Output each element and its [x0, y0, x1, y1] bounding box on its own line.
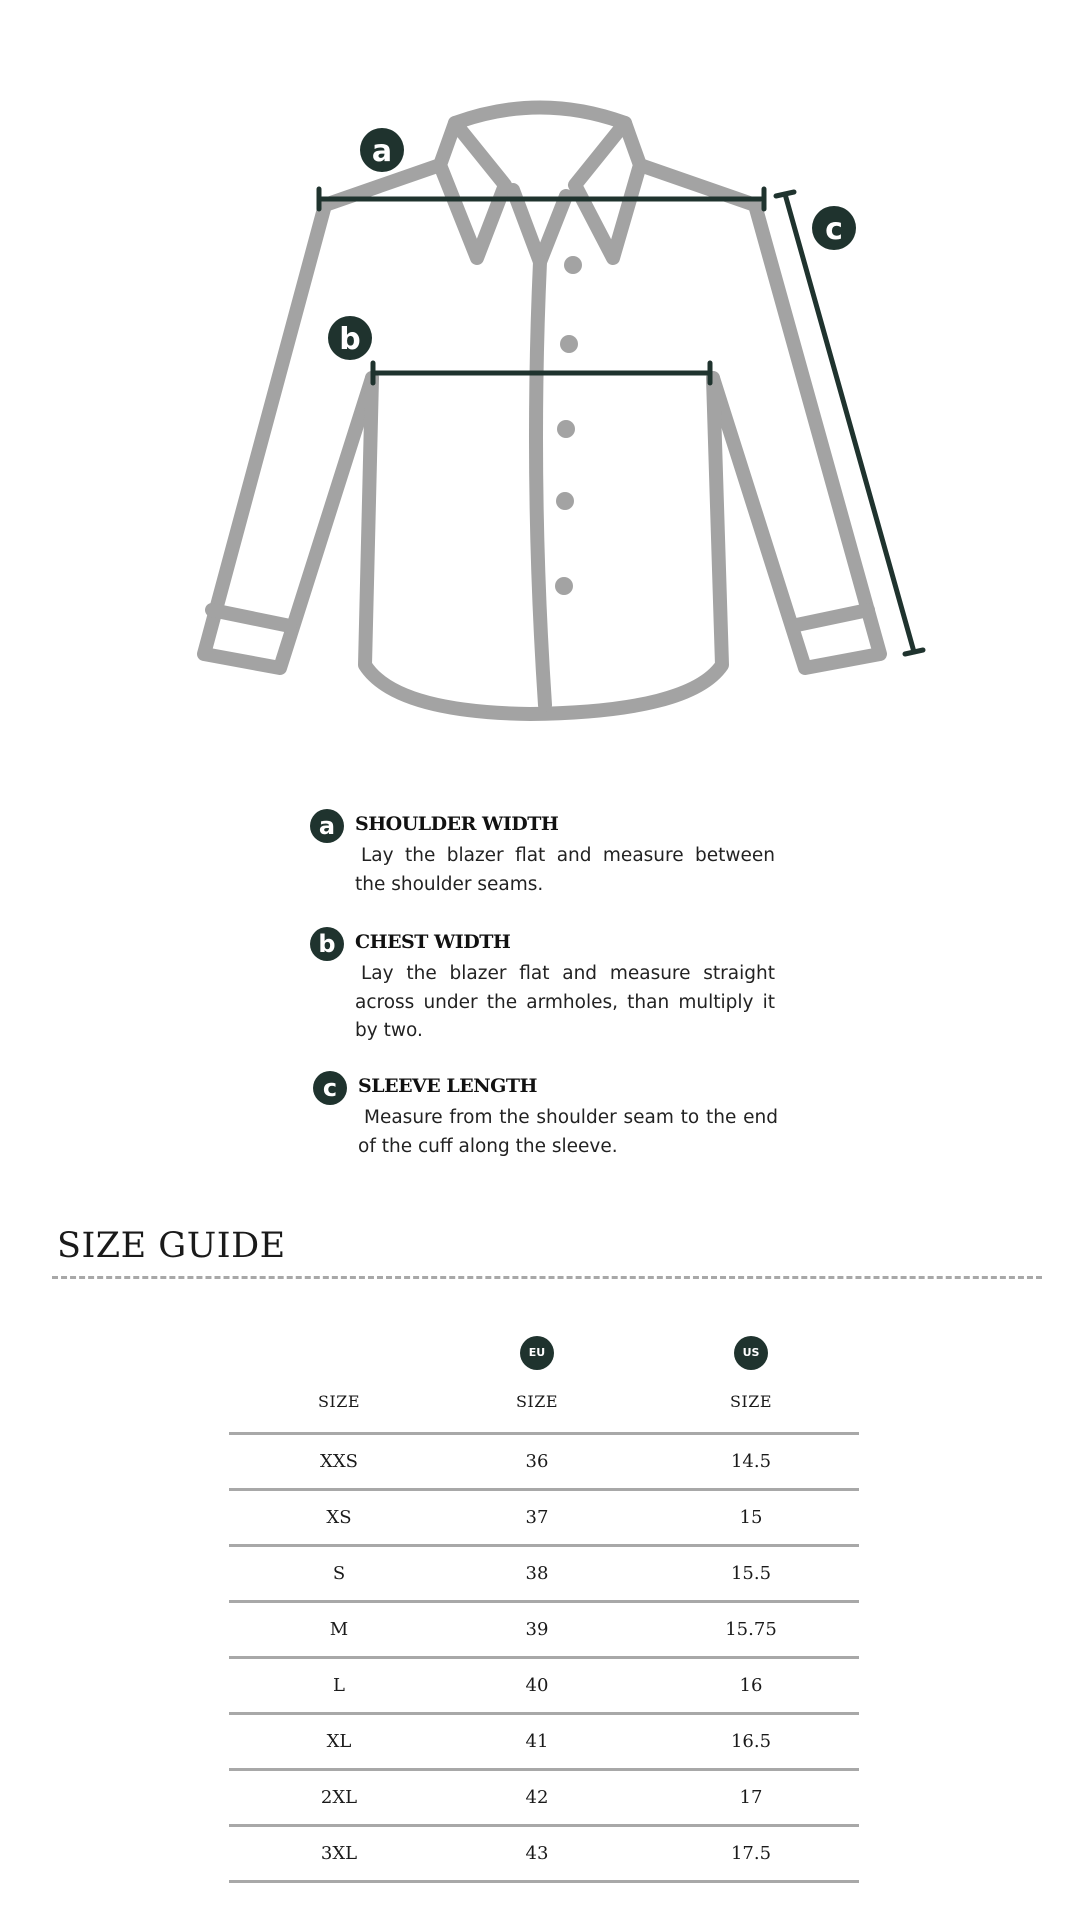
eu-cell: 39	[525, 1619, 549, 1640]
table-row	[229, 1603, 859, 1659]
size-cell: XS	[326, 1507, 352, 1528]
eu-cell: 43	[525, 1843, 549, 1864]
size-cell: M	[329, 1619, 349, 1640]
dashed-divider	[52, 1276, 1042, 1279]
eu-badge: EU	[520, 1336, 554, 1370]
shirt-button	[556, 492, 574, 510]
us-cell: 15	[739, 1507, 763, 1528]
us-cell: 17	[739, 1787, 763, 1808]
shirt-button	[564, 256, 582, 274]
svg-text:c: c	[825, 212, 843, 247]
shirt-button	[560, 335, 578, 353]
eu-cell: 42	[525, 1787, 549, 1808]
size-cell: L	[333, 1675, 345, 1696]
size-cell: 3XL	[320, 1843, 358, 1864]
us-cell: 15.5	[730, 1563, 772, 1584]
measure-lines	[319, 189, 923, 654]
table-row	[229, 1435, 859, 1491]
legend-heading: SLEEVE LENGTH	[358, 1075, 537, 1097]
us-badge: US	[734, 1336, 768, 1370]
shirt-button	[555, 577, 573, 595]
eu-cell: 40	[525, 1675, 549, 1696]
figure-badge-a	[360, 128, 404, 172]
table-row	[229, 1547, 859, 1603]
legend-badge-a: a	[310, 809, 344, 843]
header-size: SIZE	[317, 1392, 361, 1411]
legend-description: Measure from the shoulder seam to the end of the cuff along the sleeve.	[358, 1107, 778, 1157]
table-row	[229, 1659, 859, 1715]
eu-cell: 36	[525, 1451, 549, 1472]
us-cell: 16.5	[730, 1731, 772, 1752]
shirt-button	[557, 420, 575, 438]
figure-badge-c	[812, 206, 856, 250]
size-guide-title: SIZE GUIDE	[57, 1226, 286, 1266]
table-header	[229, 1380, 859, 1435]
us-cell: 14.5	[730, 1451, 772, 1472]
legend-badge-b: b	[310, 927, 344, 961]
legend-description: Lay the blazer flat and measure between the shoulder seams.	[355, 845, 775, 895]
header-eu-size: SIZE	[515, 1392, 559, 1411]
eu-cell: 37	[525, 1507, 549, 1528]
sleeve-length-line	[785, 194, 914, 652]
size-cell: XXS	[320, 1451, 358, 1472]
us-cell: 16	[739, 1675, 763, 1696]
legend-heading: SHOULDER WIDTH	[355, 813, 559, 835]
size-table	[229, 1380, 859, 1883]
us-cell: 17.5	[730, 1843, 772, 1864]
table-row	[229, 1491, 859, 1547]
legend-description: Lay the blazer flat and measure straight across under the armholes, than multiply it by two.	[355, 963, 775, 1041]
us-cell: 15.75	[725, 1619, 777, 1640]
shirt-diagram	[0, 0, 1080, 760]
table-row	[229, 1715, 859, 1771]
header-us-size: SIZE	[729, 1392, 773, 1411]
size-cell: XL	[326, 1731, 352, 1752]
size-cell: S	[332, 1563, 346, 1584]
shirt-buttons	[555, 256, 582, 595]
eu-cell: 41	[525, 1731, 549, 1752]
svg-text:a: a	[371, 134, 393, 169]
legend-badge-c: c	[313, 1071, 347, 1105]
figure-badge-b	[328, 316, 372, 360]
size-cell: 2XL	[320, 1787, 358, 1808]
table-row	[229, 1771, 859, 1827]
table-row	[229, 1827, 859, 1883]
eu-cell: 38	[525, 1563, 549, 1584]
legend-heading: CHEST WIDTH	[355, 931, 511, 953]
svg-text:b: b	[339, 322, 361, 357]
